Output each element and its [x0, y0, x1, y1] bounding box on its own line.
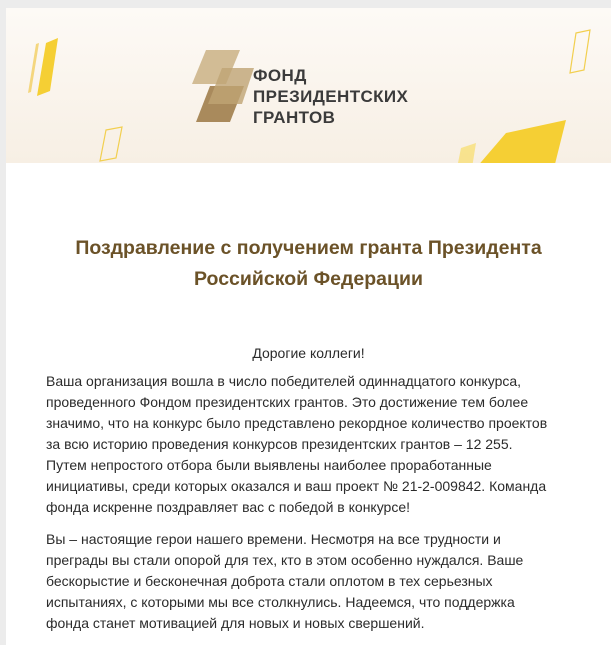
logo-line-2: ПРЕЗИДЕНТСКИХ	[253, 87, 409, 106]
letter-paragraph-1: Ваша организация вошла в число победителей одиннадцатого конкурса, проведенного Фондом президентских грантов. Это достижение тем более значимо, что на конкурс было представлено рекордное количество проектов за всю историю проведения конкурсов президентских грантов – 12 255. Путем непростого отбора были выявлены наиболее проработанные инициативы, среди которых оказался и ваш проект № 21-2-009842. Команда фонда искренне поздравляет вас с победой в конкурсе!	[46, 373, 548, 515]
deco-yellow-left-thin	[28, 43, 39, 93]
deco-yellow-left	[37, 38, 58, 96]
email-card	[6, 8, 611, 645]
logo-line-1: ФОНД	[253, 66, 307, 85]
letter-title: Поздравление с получением гранта Президента Российской Федерации	[75, 237, 542, 290]
header-banner	[6, 8, 611, 163]
logo-line-3: ГРАНТОВ	[253, 108, 336, 127]
logo-mark-icon	[186, 46, 256, 126]
deco-yellow-right	[476, 120, 566, 163]
deco-outline-left	[100, 127, 122, 161]
logo-wordmark	[253, 65, 408, 128]
brand-logo	[186, 46, 446, 126]
letter-greeting: Дорогие коллеги!	[252, 345, 365, 361]
deco-outline-right	[570, 30, 590, 73]
letter-paragraph-2: Вы – настоящие герои нашего времени. Несмотря на все трудности и преграды вы стали опорой для тех, кто в этом особенно нуждался. Ваше бескорыстие и бесконечная доброта стали оплотом в тех серьезных испытаниях, с которыми мы все столкнулись. Надеемся, что поддержка фонда станет мотивацией для новых и новых свершений.	[46, 531, 524, 631]
deco-yellow-right-small	[457, 143, 476, 163]
